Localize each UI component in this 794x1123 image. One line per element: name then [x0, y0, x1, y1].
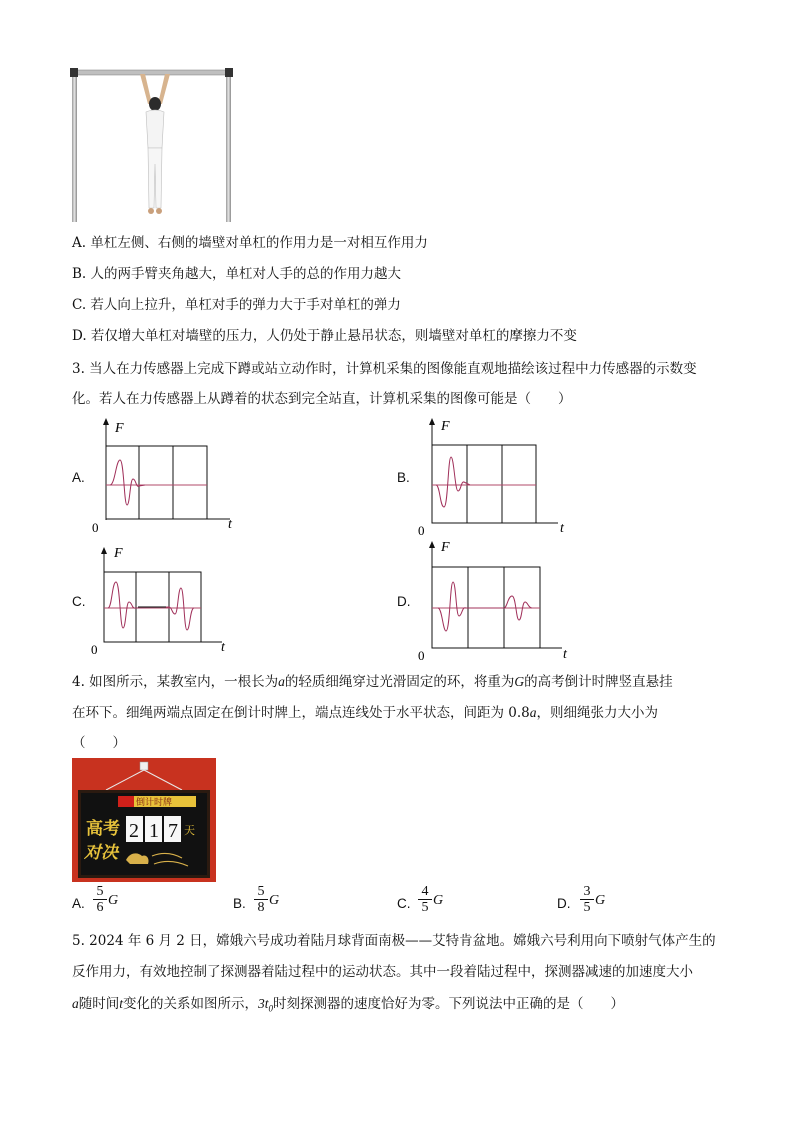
q3-graph-b[interactable]: [416, 415, 576, 540]
q3-option-c-label[interactable]: C.: [72, 594, 86, 609]
board-left-text-1: 高考: [86, 819, 120, 838]
board-unit: 天: [184, 825, 195, 837]
q5-stem-line1: 5. 2024 年 6 月 2 日，嫦娥六号成功着陆月球背面南极——艾特肯盆地。嫦娥六号利用向下喷射气体产生的: [72, 933, 716, 949]
board-digit-3: 7: [168, 820, 178, 842]
q5-stem-line3: a随时间t变化的关系如图所示，$3t_0$时刻探测器的速度恰好为零。下列说法中正确的是（ ）: [72, 996, 625, 1014]
q3-graph-c-ylabel: F: [114, 546, 123, 561]
q3-graph-b-xlabel: t: [560, 521, 564, 536]
q3-option-d-label[interactable]: D.: [397, 594, 411, 609]
q3-graph-c-xlabel: t: [221, 640, 225, 655]
q4-option-d-fraction[interactable]: $\frac{3}{5}$: [580, 884, 594, 915]
q4-stem-line3: （ ）: [72, 735, 126, 751]
q3-graph-d-origin: 0: [418, 648, 425, 663]
q4-option-a-label[interactable]: A.: [72, 896, 85, 911]
q3-graph-b-ylabel: F: [441, 419, 450, 434]
q3-option-b-label[interactable]: B.: [397, 470, 410, 485]
q4-option-d-label[interactable]: D.: [557, 896, 571, 911]
q3-graph-d-ylabel: F: [441, 540, 450, 555]
q4-option-b-var: G: [269, 893, 280, 908]
q5-stem-line2: 反作用力，有效地控制了探测器着陆过程中的运动状态。其中一段着陆过程中，探测器减速的加速度大小: [72, 964, 693, 980]
q3-graph-a-xlabel: t: [228, 517, 232, 532]
q2-option-c[interactable]: C. 若人向上拉升，单杠对手的弹力大于手对单杠的弹力: [72, 297, 401, 313]
q3-graph-b-origin: 0: [418, 523, 425, 538]
q3-graph-a[interactable]: [90, 415, 250, 540]
q4-option-c-fraction[interactable]: $\frac{4}{5}$: [418, 884, 432, 915]
board-header-text: 倒计时牌: [136, 797, 173, 807]
board-left-text-2: 对决: [84, 843, 118, 862]
q4-option-b-label[interactable]: B.: [233, 896, 246, 911]
q2-option-b[interactable]: B. 人的两手臂夹角越大，单杠对人手的总的作用力越大: [72, 266, 402, 282]
pullup-bar-image: [70, 68, 235, 223]
q4-option-a-var: G: [108, 893, 119, 908]
q2-option-d[interactable]: D. 若仅增大单杠对墙壁的压力，人仍处于静止悬吊状态，则墙壁对单杠的摩擦力不变: [72, 328, 577, 344]
q3-graph-a-origin: 0: [92, 520, 99, 535]
q4-option-d-var: G: [595, 893, 606, 908]
q2-option-a[interactable]: A. 单杠左侧、右侧的墙壁对单杠的作用力是一对相互作用力: [72, 235, 428, 251]
q3-stem-line2: 化。若人在力传感器上从蹲着的状态到完全站直，计算机采集的图像可能是（ ）: [72, 391, 572, 407]
q3-graph-c[interactable]: [90, 542, 250, 662]
q4-option-a-fraction[interactable]: $\frac{5}{6}$: [93, 884, 107, 915]
q3-stem-line1: 3. 当人在力传感器上完成下蹲或站立动作时，计算机采集的图像能直观地描绘该过程中力传感器的示数变: [72, 361, 697, 377]
countdown-board-image: [72, 758, 216, 882]
board-digit-2: 1: [149, 820, 159, 842]
q4-stem-line2: 在环下。细绳两端点固定在倒计时牌上，端点连线处于水平状态，间距为 0.8a，则细绳张力大小为: [72, 705, 659, 721]
q4-option-c-label[interactable]: C.: [397, 896, 411, 911]
q3-graph-c-origin: 0: [91, 642, 98, 657]
q3-graph-d[interactable]: [416, 536, 576, 666]
q4-option-c-var: G: [433, 893, 444, 908]
q3-graph-a-ylabel: F: [115, 421, 124, 436]
q3-option-a-label[interactable]: A.: [72, 470, 85, 485]
q4-option-b-fraction[interactable]: $\frac{5}{8}$: [254, 884, 268, 915]
q4-stem-line1: 4. 如图所示，某教室内，一根长为a的轻质细绳穿过光滑固定的环，将重为G的高考倒计时牌竖直悬挂: [72, 674, 673, 690]
q3-graph-d-xlabel: t: [563, 647, 567, 662]
board-digit-1: 2: [129, 820, 139, 842]
